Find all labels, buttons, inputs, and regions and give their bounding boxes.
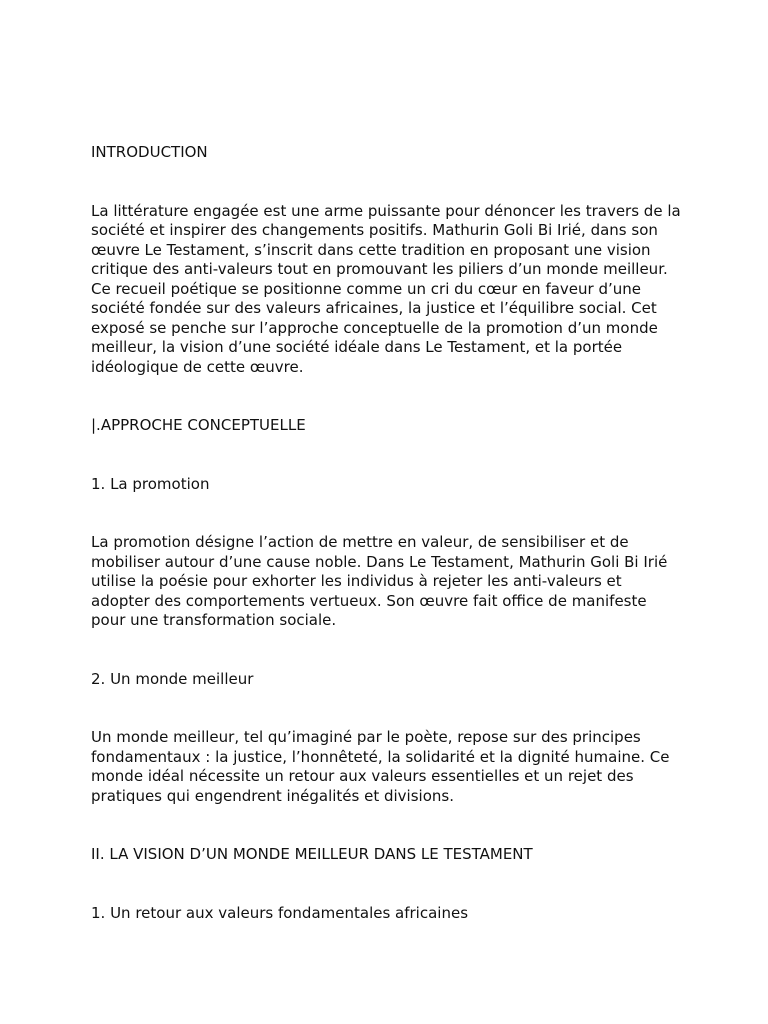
spacer xyxy=(91,806,681,845)
spacer xyxy=(91,631,681,670)
introduction-paragraph: La littérature engagée est une arme puissante pour dénoncer les travers de la société et inspirer des changements positifs. Mathurin Goli Bi Irié, dans son œuvre Le Testament, s’inscrit dans cette tradition en proposant une vision critique des anti-valeurs tout en promouvant les piliers d’un monde meilleur. Ce recueil poétique se positionne comme un cri du cœur en faveur d’une société fondée sur des valeurs africaines, la justice et l’équilibre social. Cet exposé se penche sur l’approche conceptuelle de la promotion d’un monde meilleur, la vision d’une société idéale dans Le Testament, et la portée idéologique de cette œuvre. xyxy=(91,201,681,376)
promotion-paragraph: La promotion désigne l’action de mettre en valeur, de sensibiliser et de mobiliser autour d’une cause noble. Dans Le Testament, Mathurin Goli Bi Irié utilise la poésie pour exhorter les individus à rejeter les anti-valeurs et adopter des comportements vertueux. Son œuvre fait office de manifeste pour une transformation sociale. xyxy=(91,533,668,629)
spacer xyxy=(91,494,681,533)
subheading-un-monde-meilleur: 2. Un monde meilleur xyxy=(91,669,254,688)
spacer xyxy=(91,163,681,202)
spacer xyxy=(91,689,681,728)
document-page xyxy=(91,143,681,923)
subheading-retour-aux-valeurs: 1. Un retour aux valeurs fondamentales africaines xyxy=(91,903,469,922)
monde-meilleur-paragraph: Un monde meilleur, tel qu’imaginé par le poète, repose sur des principes fondamentaux : la justice, l’honnêteté, la solidarité et la dignité humaine. Ce monde idéal nécessite un retour aux valeurs essentielles et un rejet des pratiques qui engendrent inégalités et divisions. xyxy=(91,728,670,805)
spacer xyxy=(91,436,681,475)
spacer xyxy=(91,865,681,904)
section-heading-approche-conceptuelle: |.APPROCHE CONCEPTUELLE xyxy=(91,416,306,434)
spacer xyxy=(91,377,681,416)
subheading-la-promotion: 1. La promotion xyxy=(91,474,210,493)
section-heading-introduction: INTRODUCTION xyxy=(91,143,208,161)
section-heading-vision: II. LA VISION D’UN MONDE MEILLEUR DANS LE TESTAMENT xyxy=(91,845,533,863)
